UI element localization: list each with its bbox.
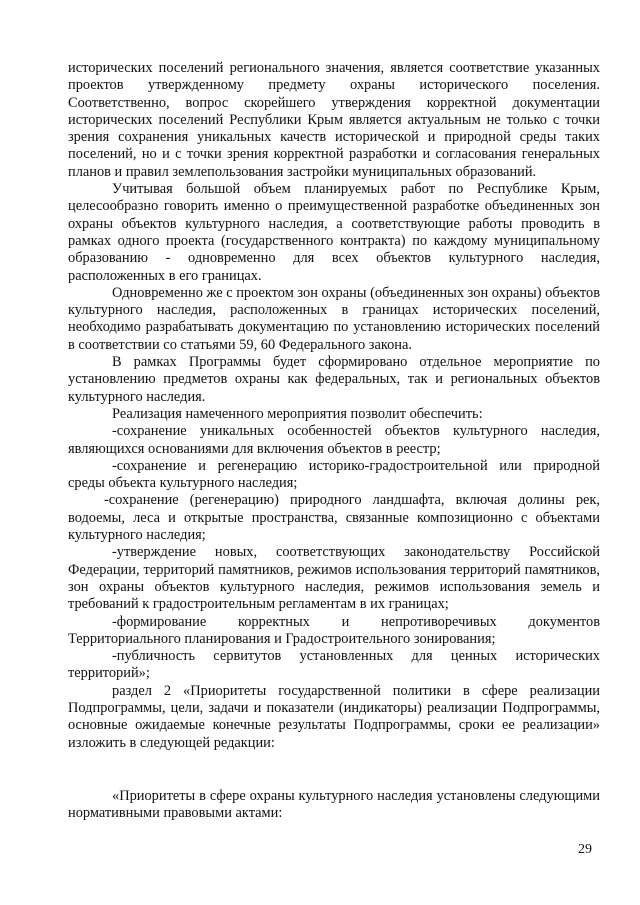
list-item-unique-features: -сохранение уникальных особенностей объектов культурного наследия, являющихся основаниями для включения объектов в реестр;	[68, 423, 600, 457]
paragraph-program-measure: В рамках Программы будет сформировано отдельное мероприятие по установлению предметов охраны как федеральных, так и региональных объектов культурного наследия.	[68, 354, 600, 405]
paragraph-work-volume: Учитывая большой объем планируемых работ по Республике Крым, целесообразно говорить именно о преимущественной разработке объединенных зон охраны объектов культурного наследия, а соответствующие работы проводить в рамках одного проекта (государственного контракта) по каждому муниципальному образованию - одновременно для всех объектов культурного наследия, расположенных в его границах.	[68, 181, 600, 284]
page-number: 29	[578, 842, 592, 857]
list-item-planning-documents: -формирование корректных и непротиворечивых документов Территориального планирования и Градостроительного зонирования;	[68, 613, 600, 647]
paragraph-gap	[68, 752, 600, 788]
paragraph-section-2: раздел 2 «Приоритеты государственной политики в сфере реализации Подпрограммы, цели, задачи и показатели (индикаторы) реализации Подпрограммы, основные ожидаемые конечные результаты Подпрограммы, сроки ее реализации» изложить в следующей редакции:	[68, 682, 600, 751]
list-item-territories-approval: -утверждение новых, соответствующих законодательству Российской Федерации, территорий памятников, режимов использования территорий памятников, зон охраны объектов культурного наследия, режимов использования земель и требований к градостроительным регламентам в их границах;	[68, 544, 600, 613]
list-item-servitudes: -публичность сервитутов установленных для ценных исторических территорий»;	[68, 648, 600, 682]
paragraph-implementation-intro: Реализация намеченного мероприятия позволит обеспечить:	[112, 405, 483, 422]
document-body	[68, 60, 600, 822]
paragraph-historic-settlements: исторических поселений регионального значения, является соответствие указанных проектов утвержденному предмету охраны исторического поселения. Соответственно, вопрос скорейшего утверждения корректной документации исторических поселений Республики Крым является актуальным не только с точки зрения сохранения уникальных качеств исторической и природной среды таких поселений, но и с точки зрения корректной разработки и согласования генеральных планов и правил землепользования застройки муниципальных образований.	[68, 60, 600, 180]
paragraph-protection-zones: Одновременно же с проектом зон охраны (объединенных зон охраны) объектов культурного наследия, расположенных в границах исторических поселений, необходимо разрабатывать документацию по установлению исторических поселений в соответствии со статьями 59, 60 Федерального закона.	[68, 284, 600, 353]
list-item-environment-regeneration: -сохранение и регенерацию историко-градостроительной или природной среды объекта культурного наследия;	[68, 457, 600, 492]
paragraph-priorities-quote: «Приоритеты в сфере охраны культурного наследия установлены следующими нормативными правовыми актами:	[68, 787, 600, 822]
list-item-landscape: -сохранение (регенерацию) природного ландшафта, включая долины рек, водоемы, леса и открытые пространства, связанные композиционно с объектами культурного наследия;	[68, 492, 600, 544]
